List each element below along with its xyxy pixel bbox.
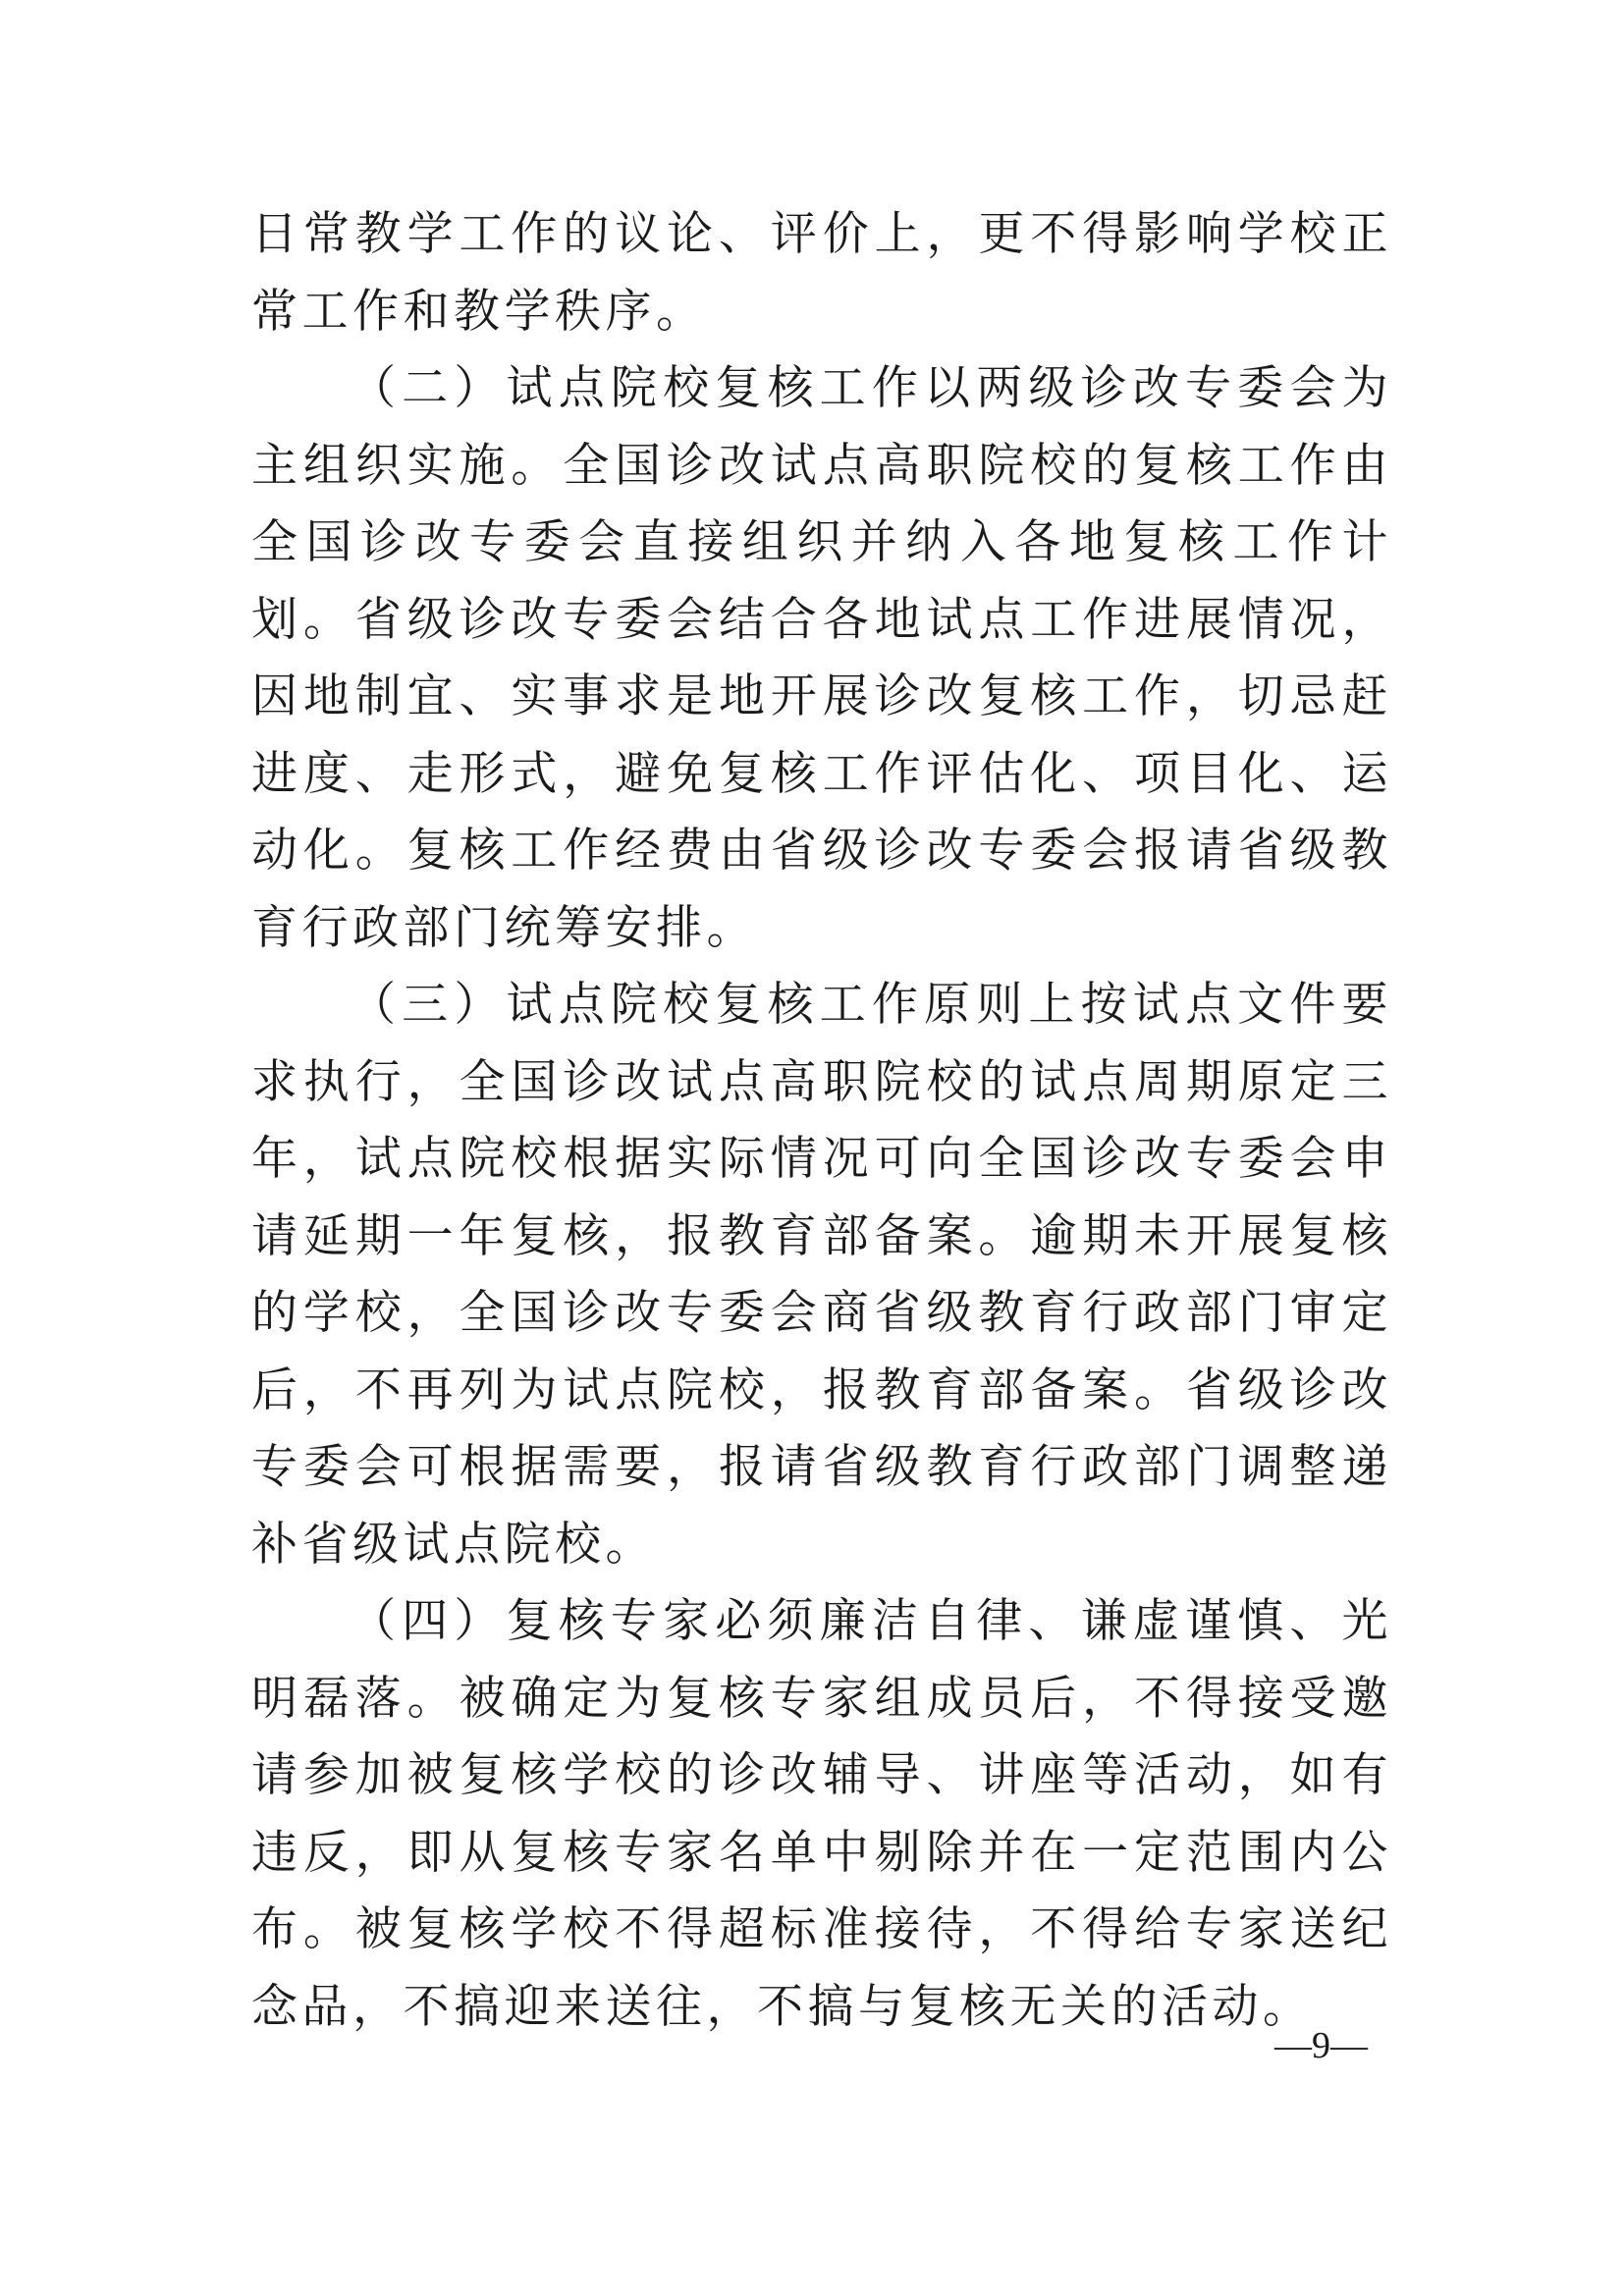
paragraph-section-2: （二）试点院校复核工作以两级诊改专委会为主组织实施。全国诊改试点高职院校的复核工作由全国诊改专委会直接组织并纳入各地复核工作计划。省级诊改专委会结合各地试点工作进展情况，因地制宜、实事求是地开展诊改复核工作，切忌赶进度、走形式，避免复核工作评估化、项目化、运动化。复核工作经费由省级诊改专委会报请省级教育行政部门统筹安排。 xyxy=(251,361,1392,955)
paragraph-section-4: （四）复核专家必须廉洁自律、谦虚谨慎、光明磊落。被确定为复核专家组成员后，不得接受邀请参加被复核学校的诊改辅导、讲座等活动，如有违反，即从复核专家名单中剔除并在一定范围内公布。被复核学校不得超标准接待，不得给专家送纪念品，不搞迎来送往，不搞与复核无关的活动。 xyxy=(251,1594,1392,2034)
paragraph-continuation: 日常教学工作的议论、评价上，更不得影响学校正常工作和教学秩序。 xyxy=(251,207,1392,339)
page-number: —9— xyxy=(1274,2025,1368,2066)
paragraph-section-3: （三）试点院校复核工作原则上按试点文件要求执行，全国诊改试点高职院校的试点周期原定三年，试点院校根据实际情况可向全国诊改专委会申请延期一年复核，报教育部备案。逾期未开展复核的学校，全国诊改专委会商省级教育行政部门审定后，不再列为试点院校，报教育部备案。省级诊改专委会可根据需要，报请省级教育行政部门调整递补省级试点院校。 xyxy=(251,978,1392,1572)
document-body xyxy=(251,196,1392,2046)
